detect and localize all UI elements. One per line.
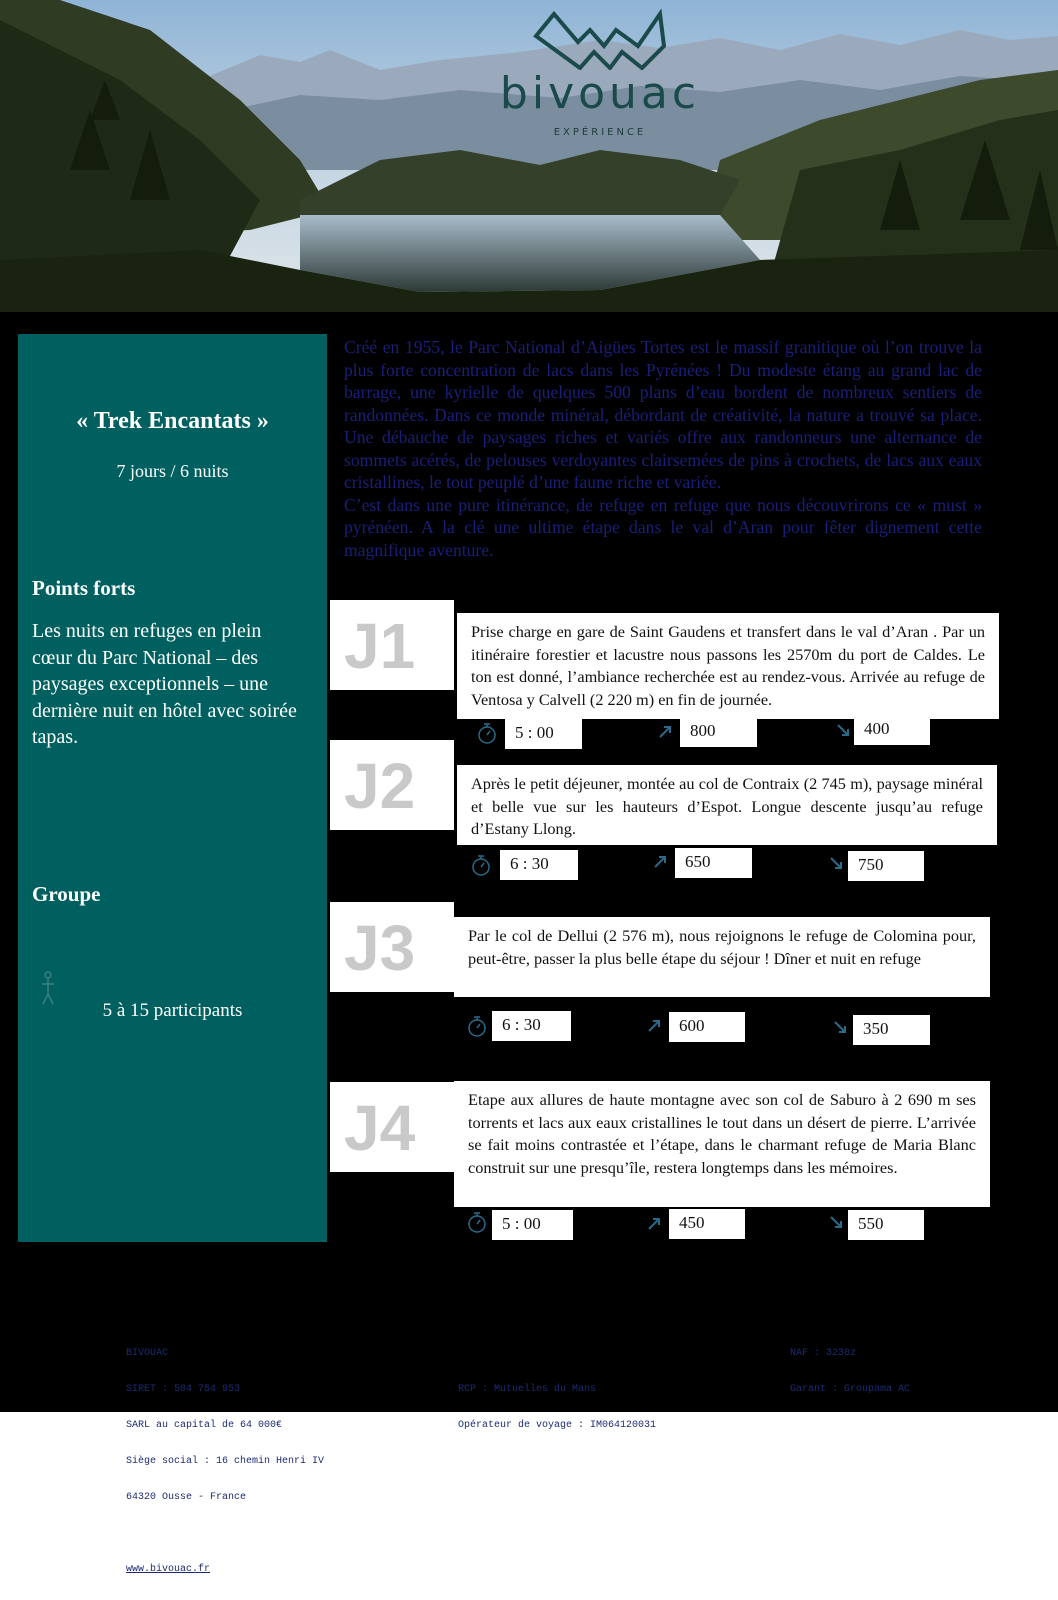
- logo-wordmark: bivouac: [499, 68, 701, 119]
- day-label: J4: [344, 1092, 416, 1164]
- day-label-box: [330, 740, 454, 830]
- points-forts-text: Les nuits en refuges en plein cœur du Parc National – des paysages exceptionnels – une dernière nuit en hôtel avec soirée tapas.: [32, 620, 297, 748]
- day-label-box: [330, 1082, 454, 1172]
- trek-title: « Trek Encantats »: [76, 408, 269, 434]
- footer-siret: SIRET : 504 754 953: [126, 1384, 241, 1395]
- duration-value: 5 : 00: [492, 1210, 573, 1240]
- descent-value: 750: [848, 851, 924, 881]
- day-label: J2: [344, 750, 416, 822]
- footer-insurance: [458, 1360, 656, 1456]
- trek-duration: 7 jours / 6 nuits: [116, 461, 229, 481]
- footer-siege: Siège social : 16 chemin Henri IV: [126, 1456, 325, 1467]
- day-description: Etape aux allures de haute montagne avec son col de Saburo à 2 690 m ses torrents et lacs aux eaux cristallines le tout dans un désert de pierre. L’arrivée se fait moins contrastée et l’étape, dans le charmant refuge de Maria Blanc construit sur une presqu’île, restera longtemps dans les mémoires.: [454, 1081, 990, 1207]
- footer-city: 64320 Ousse - France: [126, 1492, 247, 1503]
- footer-company-info: [126, 1324, 324, 1600]
- ascent-value: 800: [680, 717, 757, 747]
- descent-value: 550: [848, 1210, 924, 1240]
- groupe-heading: Groupe: [32, 882, 101, 906]
- groupe-text: 5 à 15 participants: [102, 1000, 243, 1021]
- footer-sarl: SARL au capital de 64 000€: [126, 1420, 283, 1431]
- footer-garant: Garant : Groupama AC: [790, 1384, 911, 1395]
- day-description: Prise charge en gare de Saint Gaudens et transfert dans le val d’Aran . Par un itinéraire forestier et lacustre nous passons les 2570m du port de Caldes. Le ton est donné, l’ambiance recherchée est au rendez-vous. Arrivée au refuge de Ventosa y Calvell (2 220 m) en fin de journée.: [457, 613, 999, 719]
- sidebar-panel: [18, 334, 327, 1242]
- ascent-arrow-icon: [644, 1014, 666, 1036]
- logo-tagline: EXPÉRIENCE: [553, 127, 647, 138]
- hero-photo: [0, 0, 1058, 312]
- footer-operateur: Opérateur de voyage : IM064120031: [458, 1420, 657, 1431]
- day-description: Par le col de Dellui (2 576 m), nous rejoignons le refuge de Colomina pour, peut-être, passer la plus belle étape du séjour ! Dîner et nuit en refuge: [454, 917, 990, 997]
- duration-value: 6 : 30: [492, 1011, 571, 1041]
- footer-company: BIVOUAC: [126, 1348, 169, 1359]
- logo-mountains-icon: [470, 6, 730, 70]
- footer-rcp: RCP : Mutuelles du Mans: [458, 1384, 597, 1395]
- points-forts-heading: Points forts: [32, 576, 136, 600]
- descent-arrow-icon: [830, 1017, 852, 1039]
- intro-paragraph-2: C’est dans une pure itinérance, de refuge en refuge que nous découvrirons ce « must » pyrénéen. A la clé une ultime étape dans le val d’Aran pour fêter dignement cette magnifique aventure.: [344, 494, 982, 560]
- day-label: J1: [344, 610, 416, 682]
- descent-value: 400: [854, 715, 930, 745]
- descent-value: 350: [853, 1015, 930, 1045]
- intro-text: [344, 336, 982, 561]
- footer-naf: NAF : 3230z: [790, 1348, 857, 1359]
- ascent-arrow-icon: [655, 720, 677, 742]
- duration-value: 6 : 30: [500, 850, 578, 880]
- duration-value: 5 : 00: [505, 719, 582, 749]
- ascent-value: 600: [669, 1012, 745, 1042]
- descent-arrow-icon: [826, 1212, 848, 1234]
- day-description: Après le petit déjeuner, montée au col de Contraix (2 745 m), paysage minéral et belle vue sur les hauteurs d’Espot. Longue descente jusqu’au refuge d’Estany Llong.: [457, 765, 997, 845]
- stopwatch-icon: [466, 1212, 488, 1234]
- ascent-value: 450: [669, 1209, 745, 1239]
- ascent-value: 650: [675, 848, 752, 878]
- bivouac-logo: [470, 6, 730, 136]
- stopwatch-icon: [470, 855, 492, 877]
- ascent-arrow-icon: [650, 850, 672, 872]
- descent-arrow-icon: [826, 853, 848, 875]
- stopwatch-icon: [476, 723, 498, 745]
- day-label-box: [330, 902, 454, 992]
- day-label-box: [330, 600, 454, 690]
- stopwatch-icon: [466, 1016, 488, 1038]
- intro-paragraph-1: Créé en 1955, le Parc National d’Aigües Tortes est le massif granitique où l’on trouve la plus forte concentration de lacs dans les Pyrénées ! Du modeste étang au grand lac de barrage, une kyrielle de quelques 500 plans d’eau bordent de nombreux sentiers de randonnées. Dans ce monde minéral, débordant de créativité, la nature a trouvé sa place. Une débauche de paysages riches et variés offre aux randonneurs une alternance de sommets acérés, de pelouses verdoyantes clairsemées de pins à crochets, de lacs aux eaux cristallines, le tout peuplé d’une faune riche et variée.: [344, 337, 982, 492]
- ascent-arrow-icon: [644, 1212, 666, 1234]
- descent-arrow-icon: [833, 720, 855, 742]
- footer-website-link[interactable]: www.bivouac.fr: [126, 1564, 211, 1575]
- day-label: J3: [344, 912, 416, 984]
